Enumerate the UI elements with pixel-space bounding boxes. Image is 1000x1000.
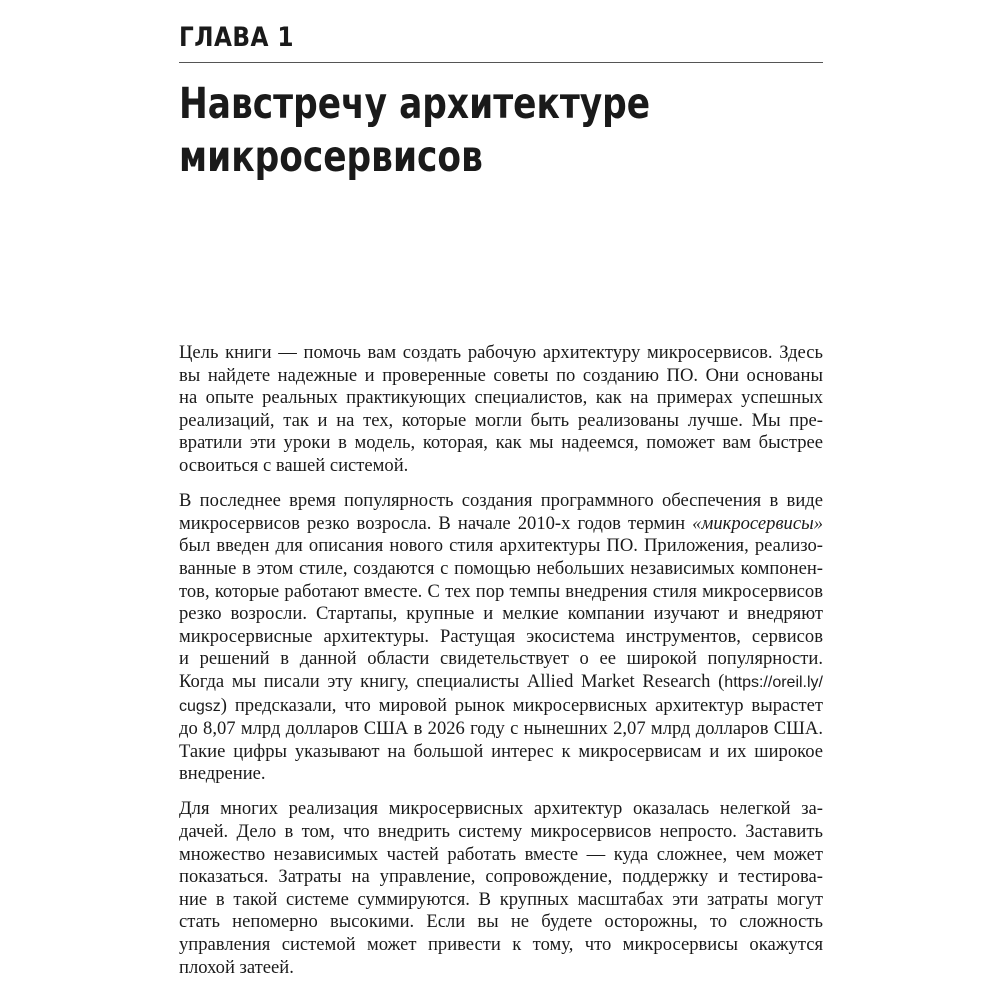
paragraph-2 bbox=[179, 490, 823, 786]
text-line: Такие цифры указывают на большой интерес к микросервисам и их широкое bbox=[179, 740, 823, 762]
url-link[interactable]: cugsz bbox=[179, 697, 221, 715]
text-line: освоиться с вашей системой. bbox=[179, 454, 409, 476]
chapter-title-line: Навстречу архитектуре bbox=[179, 79, 651, 129]
text-line: В последнее время популярность создания программного обеспечения в виде bbox=[179, 490, 823, 512]
text-line: ние в такой системе суммируются. В крупных масштабах эти затраты могут bbox=[179, 888, 823, 910]
text-line: дачей. Дело в том, что внедрить систему микросервисов непросто. Заставить bbox=[179, 821, 823, 843]
paragraph-1 bbox=[179, 342, 823, 478]
text-line: Цель книги — помочь вам создать рабочую архитектуру микросервисов. Здесь bbox=[179, 342, 823, 363]
chapter-divider bbox=[179, 62, 823, 63]
text-segment: ) предсказали, что мировой рынок микросервисных архитектур вырастет bbox=[220, 694, 823, 716]
text-line: стать непомерно высокими. Если вы не будете осторожны, то сложность bbox=[179, 911, 823, 933]
text-line: на опыте реальных практикующих специалистов, как на примерах успешных bbox=[179, 387, 823, 409]
text-line: вы найдете надежные и проверенные советы по созданию ПО. Они основаны bbox=[179, 364, 823, 386]
book-page bbox=[179, 0, 823, 1000]
text-line: и решений в данной области свидетельствует о ее широкой популярности. bbox=[179, 648, 823, 670]
chapter-label: ГЛАВА 1 bbox=[179, 22, 294, 53]
chapter-title bbox=[179, 78, 787, 184]
text-line: реализаций, так и на тех, которые могли быть реализованы лучше. Мы пре- bbox=[179, 409, 823, 431]
text-line: вратили эти уроки в модель, которая, как мы надеемся, поможет вам быстрее bbox=[179, 432, 823, 454]
text-line: множество независимых частей работать вместе — куда сложнее, чем может bbox=[179, 843, 823, 865]
text-segment: микросервисов резко возросла. В начале 2010-х годов термин bbox=[179, 512, 693, 534]
text-segment: Когда мы писали эту книгу, специалисты Allied Market Research ( bbox=[179, 670, 725, 692]
paragraph-3 bbox=[179, 798, 823, 979]
italic-term: «микросервисы» bbox=[692, 512, 823, 534]
text-line: до 8,07 млрд долларов США в 2026 году с нынешних 2,07 млрд долларов США. bbox=[179, 718, 823, 740]
text-line: внедрение. bbox=[179, 763, 266, 785]
text-line: плохой затеей. bbox=[179, 956, 294, 978]
url-link[interactable]: https://oreil.ly/ bbox=[724, 673, 823, 691]
text-line: был введен для описания нового стиля архитектуры ПО. Приложения, реализо- bbox=[179, 535, 823, 557]
text-line: ванные в этом стиле, создаются с помощью небольших независимых компонен- bbox=[179, 557, 823, 579]
body-text bbox=[179, 342, 823, 992]
text-line: показаться. Затраты на управление, сопровождение, поддержку и тестирова- bbox=[179, 866, 823, 888]
text-line bbox=[179, 513, 823, 536]
text-line: тов, которые работают вместе. С тех пор темпы внедрения стиля микросервисов bbox=[179, 580, 823, 602]
text-line: управления системой может привести к тому, что микросервисы окажутся bbox=[179, 934, 823, 956]
chapter-title-line: микросервисов bbox=[179, 132, 483, 182]
text-line: резко возросли. Стартапы, крупные и мелкие компании изучают и внедряют bbox=[179, 603, 823, 625]
text-line: микросервисные архитектуры. Растущая экосистема инструментов, сервисов bbox=[179, 625, 823, 647]
text-line: Для многих реализация микросервисных архитектур оказалась нелегкой за- bbox=[179, 798, 823, 820]
text-line bbox=[179, 671, 823, 695]
text-line bbox=[179, 695, 823, 719]
